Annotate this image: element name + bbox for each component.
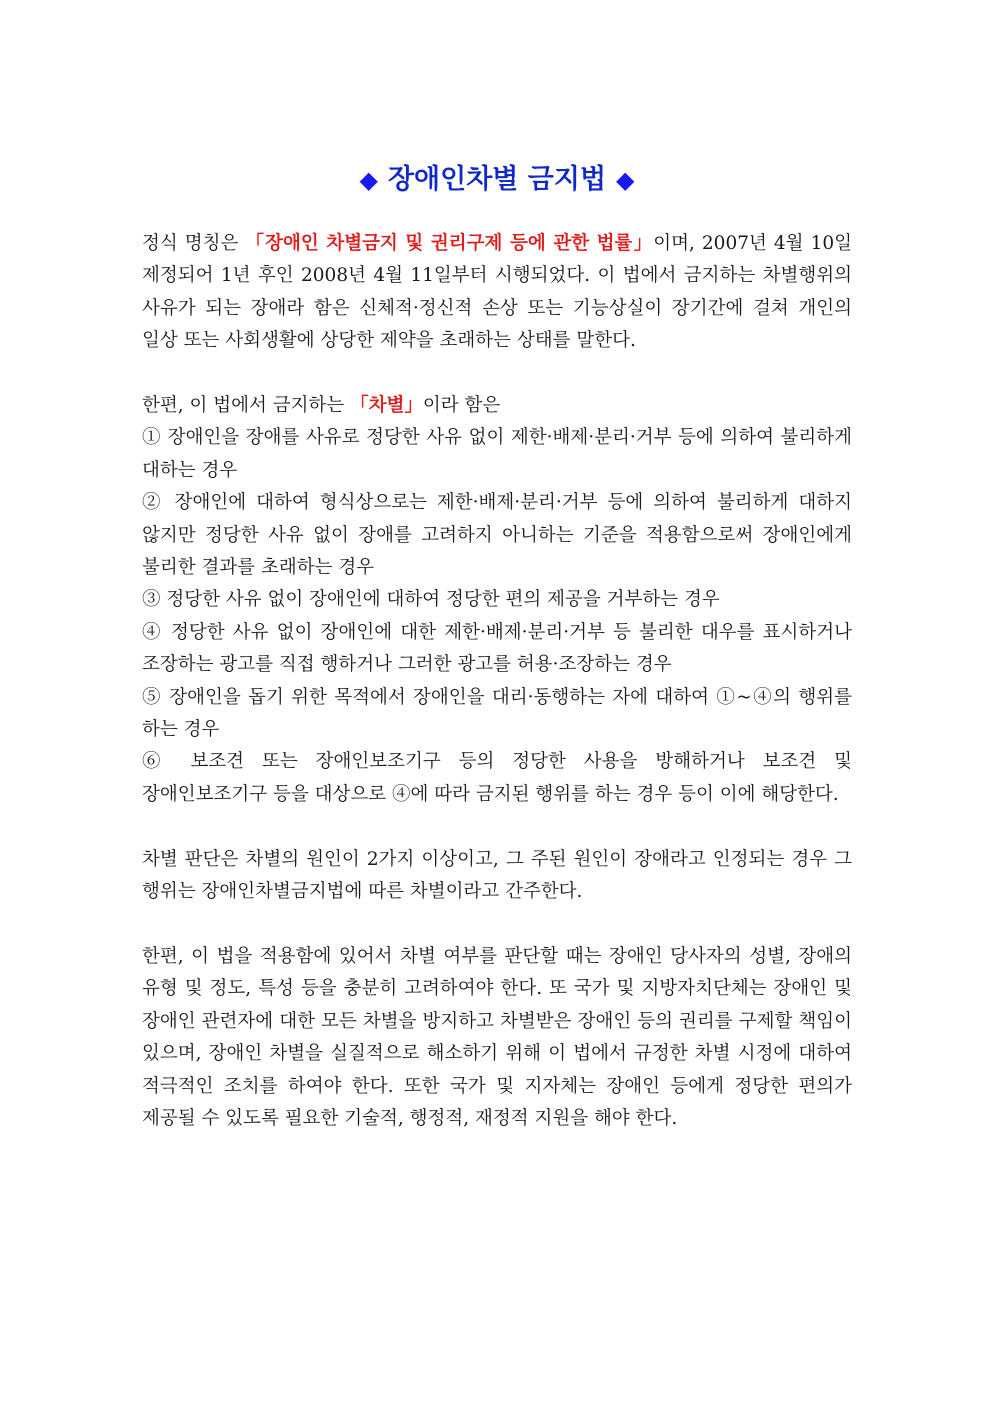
list-item: ② 장애인에 대하여 형식상으로는 제한·배제·분리·거부 등에 의하여 불리하게 대하지 않지만 정당한 사유 없이 장애를 고려하지 아니하는 기준을 적용함으로써 장애인에게 불리한 결과를 초래하는 경우 xyxy=(142,492,852,579)
paragraph-obligations: 한편, 이 법을 적용함에 있어서 차별 여부를 판단할 때는 장애인 당사자의 성별, 장애의 유형 및 정도, 특성 등을 충분히 고려하여야 한다. 또 국가 및 지방자치단체는 장애인 및 장애인 관련자에 대한 모든 차별을 방지하고 차별받은 장애인 등의 권리를 구제할 책임이 있으며, 장애인 차별을 실질적으로 해소하기 위해 이 법에서 규정한 차별 시정에 대하여 적극적인 조치를 하여야 한다. 또한 국가 및 지자체는 장애인 등에게 정당한 편의가 제공될 수 있도록 필요한 기술적, 행정적, 재정적 지원을 해야 한다. xyxy=(142,945,852,1129)
paragraph-judgment: 차별 판단은 차별의 원인이 2가지 이상이고, 그 주된 원인이 장애라고 인정되는 경우 그 행위는 장애인차별금지법에 따른 차별이라고 간주한다. xyxy=(142,848,852,903)
diamond-icon: ◆ xyxy=(616,166,635,194)
list-item: ⑥ 보조견 또는 장애인보조기구 등의 정당한 사용을 방해하거나 보조견 및 장애인보조기구 등을 대상으로 ④에 따라 금지된 행위를 하는 경우 등이 이에 해당한다. xyxy=(142,751,852,805)
list-item: ⑤ 장애인을 돕기 위한 목적에서 장애인을 대리·동행하는 자에 대하여 ①~④의 행위를 하는 경우 xyxy=(142,686,852,741)
paragraph-text: 한편, 이 법에서 금지하는 xyxy=(142,395,351,417)
discrimination-term: 「차별」 xyxy=(350,395,423,417)
spacer xyxy=(142,909,852,941)
law-official-name: 「장애인 차별금지 및 권리구제 등에 관한 법률」 xyxy=(245,233,654,254)
document-page xyxy=(142,158,852,1135)
list-item: ④ 정당한 사유 없이 장애인에 대한 제한·배제·분리·거부 등 불리한 대우를 표시하거나 조장하는 광고를 직접 행하거나 그러한 광고를 허용·조장하는 경우 xyxy=(142,621,852,676)
list-item: ① 장애인을 장애를 사유로 정당한 사유 없이 제한·배제·분리·거부 등에 의하여 불리하게 대하는 경우 xyxy=(142,427,852,481)
paragraph-official-name xyxy=(142,228,852,358)
diamond-icon: ◆ xyxy=(359,166,378,194)
title-text: 장애인차별 금지법 xyxy=(387,164,607,195)
spacer xyxy=(142,358,852,390)
paragraph-text: 이며, 2007년 4월 10일 제정되어 1년 후인 2008년 4월 11일부터 시행되었다. 이 법에서 금지하는 차별행위의 사유가 되는 장애라 함은 신체적·정신적 손상 또는 기능상실이 장기간에 걸쳐 개인의 일상 또는 사회생활에 상당한 제약을 초래하는 상태를 말한다. xyxy=(142,233,852,352)
paragraph-discrimination-intro xyxy=(142,390,852,422)
paragraph-text: 이라 함은 xyxy=(422,395,501,417)
document-title xyxy=(142,158,852,202)
list-item: ③ 정당한 사유 없이 장애인에 대하여 정당한 편의 제공을 거부하는 경우 xyxy=(142,589,720,611)
spacer xyxy=(142,811,852,843)
paragraph-text: 정식 명칭은 xyxy=(142,233,246,254)
